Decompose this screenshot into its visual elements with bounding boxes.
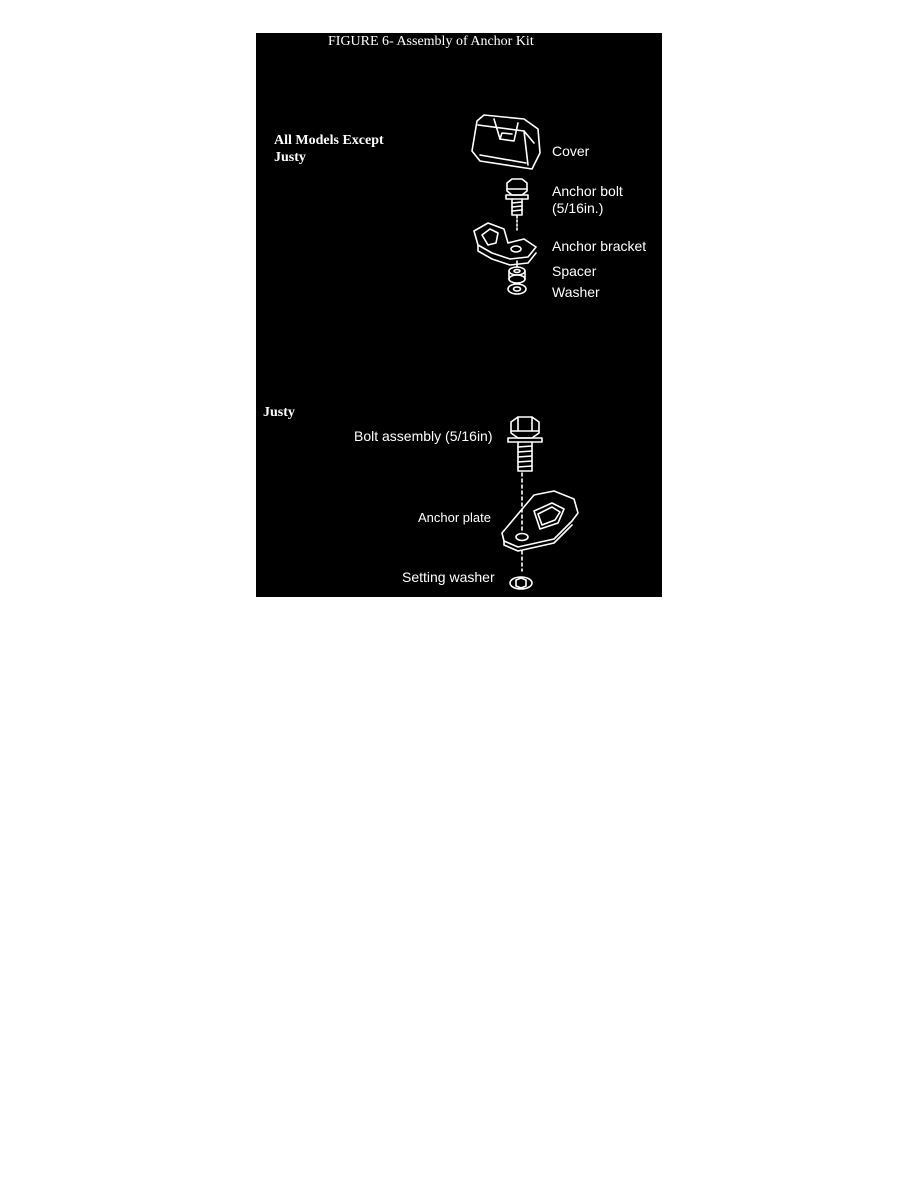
anchor-bracket-drawing [474, 223, 536, 267]
anchor-plate-drawing [502, 491, 578, 571]
figure-title: FIGURE 6- Assembly of Anchor Kit [328, 34, 534, 49]
setting-washer-drawing [510, 577, 532, 589]
figure-panel [256, 33, 662, 597]
label-anchor-bracket: Anchor bracket [552, 238, 647, 254]
label-spacer: Spacer [552, 263, 597, 279]
washer-drawing [508, 284, 526, 294]
label-washer: Washer [552, 284, 600, 300]
section-heading-justy: Justy [263, 405, 295, 420]
anchor-bolt-drawing [506, 179, 528, 230]
section-heading-all-models: All Models Except Justy [274, 133, 384, 165]
bolt-assembly-drawing [508, 417, 542, 533]
cover-drawing [472, 115, 540, 169]
label-cover: Cover [552, 143, 590, 159]
spacer-drawing [509, 267, 525, 283]
label-bolt-assembly: Bolt assembly (5/16in) [354, 428, 493, 444]
label-anchor-plate: Anchor plate [418, 510, 491, 525]
label-setting-washer: Setting washer [402, 569, 495, 585]
parts-drawing [256, 33, 662, 597]
label-anchor-bolt: Anchor bolt (5/16in.) [552, 183, 623, 216]
